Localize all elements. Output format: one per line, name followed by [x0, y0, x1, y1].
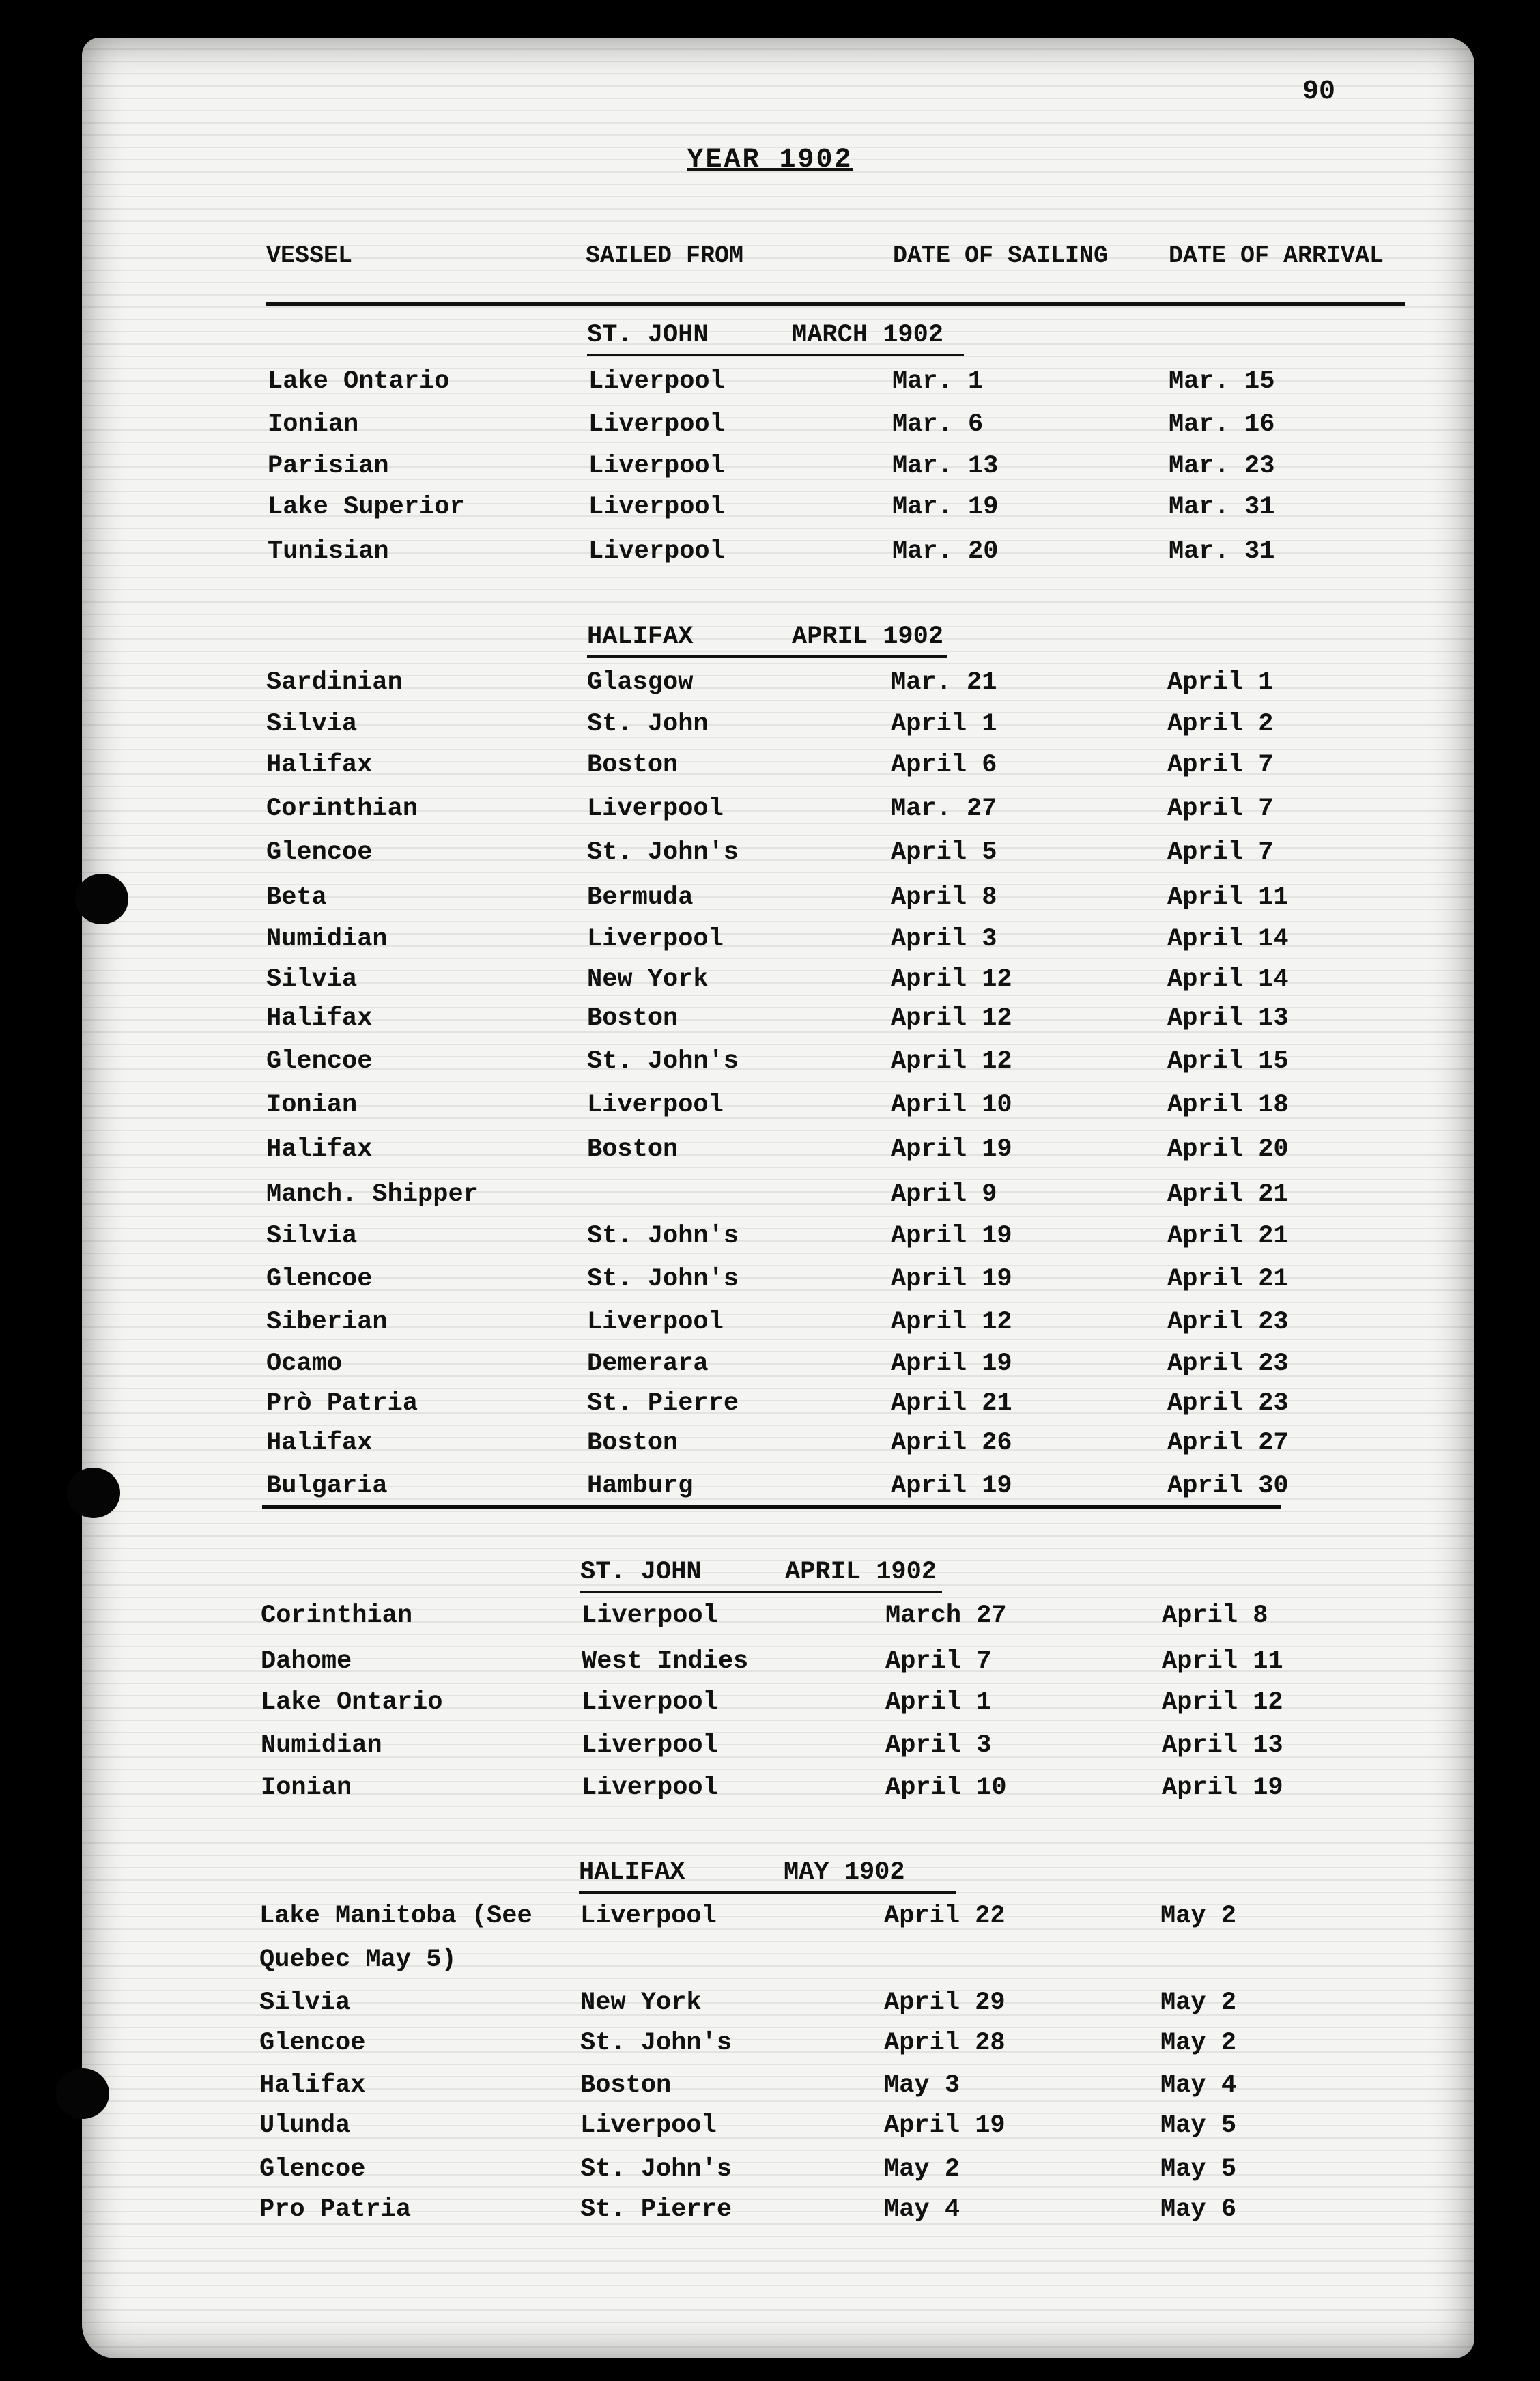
cell-date-of-arrival: April 23: [1167, 1389, 1289, 1418]
cell-vessel: Lake Ontario: [261, 1688, 443, 1717]
cell-sailed-from: Liverpool: [588, 452, 725, 481]
cell-vessel: Beta: [266, 883, 327, 912]
cell-date-of-sailing: April 12: [891, 1047, 1012, 1076]
cell-date-of-sailing: April 19: [891, 1265, 1012, 1294]
cell-date-of-sailing: April 12: [891, 1308, 1012, 1337]
cell-sailed-from: Demerara: [587, 1350, 709, 1378]
cell-date-of-sailing: Mar. 6: [892, 410, 984, 439]
cell-sailed-from: Liverpool: [580, 2111, 717, 2140]
cell-date-of-arrival: April 30: [1167, 1472, 1289, 1500]
cell-vessel: Glencoe: [266, 1047, 373, 1076]
section-month: MAY 1902: [784, 1858, 905, 1887]
cell-date-of-arrival: May 2: [1160, 2029, 1237, 2057]
cell-vessel: Sardinian: [266, 668, 403, 697]
cell-vessel: Halifax: [266, 1135, 373, 1164]
cell-vessel: Tunisian: [268, 537, 389, 566]
cell-sailed-from: Liverpool: [588, 410, 725, 439]
cell-date-of-sailing: May 3: [884, 2071, 960, 2100]
cell-sailed-from: Liverpool: [582, 1773, 718, 1802]
cell-sailed-from: Hamburg: [587, 1472, 694, 1500]
cell-vessel: Manch. Shipper: [266, 1180, 479, 1209]
cell-vessel: Halifax: [266, 1429, 373, 1457]
cell-sailed-from: Liverpool: [582, 1731, 718, 1760]
cell-vessel: Glencoe: [259, 2029, 366, 2057]
cell-vessel: Lake Superior: [268, 493, 465, 522]
section-port: HALIFAX: [587, 623, 694, 651]
cell-date-of-arrival: April 21: [1167, 1265, 1289, 1294]
cell-sailed-from: Liverpool: [580, 1902, 717, 1930]
cell-date-of-sailing: April 12: [891, 1004, 1012, 1033]
cell-vessel: Silvia: [259, 1988, 351, 2017]
cell-date-of-sailing: May 4: [884, 2195, 960, 2224]
section-heading-underline: [587, 655, 947, 658]
cell-vessel: Lake Ontario: [268, 367, 450, 396]
cell-vessel: Parisian: [268, 452, 389, 481]
cell-sailed-from: Boston: [580, 2071, 672, 2100]
cell-date-of-arrival: April 23: [1167, 1350, 1289, 1378]
year-title: [0, 145, 1540, 175]
cell-vessel: Pro Patria: [259, 2195, 412, 2224]
cell-date-of-sailing: Mar. 1: [892, 367, 984, 396]
cell-sailed-from: Liverpool: [587, 1308, 724, 1337]
cell-date-of-arrival: May 2: [1160, 1988, 1237, 2017]
cell-vessel: Ulunda: [259, 2111, 351, 2140]
cell-sailed-from: Boston: [587, 751, 679, 780]
cell-date-of-sailing: April 8: [891, 883, 997, 912]
cell-date-of-arrival: May 4: [1160, 2071, 1237, 2100]
cell-vessel: Ionian: [266, 1091, 358, 1120]
header-rule: [266, 302, 1405, 306]
cell-sailed-from: Liverpool: [588, 367, 725, 396]
cell-date-of-sailing: April 12: [891, 965, 1012, 994]
cell-sailed-from: St. John's: [580, 2029, 732, 2057]
cell-date-of-sailing: April 19: [884, 2111, 1006, 2140]
cell-sailed-from: Liverpool: [587, 1091, 724, 1120]
cell-date-of-sailing: April 6: [891, 751, 997, 780]
cell-date-of-sailing: Mar. 19: [892, 493, 999, 522]
cell-date-of-sailing: April 19: [891, 1222, 1012, 1251]
year-title-text: YEAR 1902: [687, 145, 853, 175]
cell-date-of-arrival: April 8: [1162, 1601, 1268, 1630]
cell-date-of-arrival: April 11: [1162, 1647, 1283, 1676]
cell-date-of-sailing: April 29: [884, 1988, 1006, 2017]
cell-date-of-arrival: April 7: [1167, 795, 1274, 823]
cell-date-of-arrival: April 7: [1167, 751, 1274, 780]
column-header-date-of-arrival: DATE OF ARRIVAL: [1169, 242, 1384, 270]
section-month: MARCH 1902: [792, 321, 944, 350]
cell-vessel: Numidian: [261, 1731, 382, 1760]
cell-vessel: Corinthian: [261, 1601, 413, 1630]
cell-date-of-sailing: April 19: [891, 1472, 1012, 1500]
cell-date-of-sailing: April 28: [884, 2029, 1006, 2057]
cell-sailed-from: New York: [580, 1988, 702, 2017]
cell-sailed-from: Liverpool: [587, 925, 724, 954]
section-heading-underline: [587, 354, 964, 356]
column-header-vessel: VESSEL: [266, 242, 353, 270]
cell-date-of-arrival: Mar. 15: [1169, 367, 1275, 396]
cell-date-of-sailing: April 5: [891, 838, 997, 867]
cell-date-of-arrival: April 12: [1162, 1688, 1283, 1717]
cell-date-of-sailing: April 10: [891, 1091, 1012, 1120]
section-port: ST. JOHN: [580, 1558, 702, 1586]
cell-date-of-arrival: April 20: [1167, 1135, 1289, 1164]
cell-vessel: Ocamo: [266, 1350, 343, 1378]
cell-date-of-arrival: April 7: [1167, 838, 1274, 867]
cell-date-of-sailing: April 3: [885, 1731, 992, 1760]
cell-date-of-arrival: May 2: [1160, 1902, 1237, 1930]
cell-sailed-from: New York: [587, 965, 709, 994]
cell-vessel: Halifax: [266, 1004, 373, 1033]
cell-vessel: Halifax: [266, 751, 373, 780]
cell-date-of-sailing: April 26: [891, 1429, 1012, 1457]
cell-date-of-sailing: Mar. 20: [892, 537, 999, 566]
section-heading-underline: [579, 1891, 956, 1894]
cell-sailed-from: Boston: [587, 1429, 679, 1457]
cell-sailed-from: Boston: [587, 1004, 679, 1033]
page-number: 90: [1302, 76, 1336, 107]
cell-date-of-sailing: April 9: [891, 1180, 997, 1209]
cell-date-of-sailing: April 1: [885, 1688, 992, 1717]
cell-sailed-from: St. Pierre: [580, 2195, 732, 2224]
cell-vessel: Silvia: [266, 965, 358, 994]
cell-date-of-arrival: April 13: [1162, 1731, 1283, 1760]
cell-sailed-from: Liverpool: [587, 795, 724, 823]
cell-sailed-from: St. John's: [587, 1265, 739, 1294]
cell-date-of-arrival: April 18: [1167, 1091, 1289, 1120]
cell-vessel: Quebec May 5): [259, 1945, 457, 1974]
cell-date-of-sailing: Mar. 21: [891, 668, 997, 697]
cell-date-of-arrival: May 6: [1160, 2195, 1237, 2224]
cell-date-of-arrival: Mar. 23: [1169, 452, 1275, 481]
cell-date-of-arrival: April 23: [1167, 1308, 1289, 1337]
cell-date-of-arrival: April 14: [1167, 965, 1289, 994]
cell-sailed-from: Bermuda: [587, 883, 694, 912]
cell-date-of-sailing: April 7: [885, 1647, 992, 1676]
cell-date-of-sailing: April 19: [891, 1350, 1012, 1378]
cell-sailed-from: St. John's: [587, 1047, 739, 1076]
cell-sailed-from: St. John's: [580, 2155, 732, 2184]
cell-vessel: Numidian: [266, 925, 388, 954]
cell-vessel: Dahome: [261, 1647, 352, 1676]
cell-vessel: Ionian: [268, 410, 359, 439]
cell-date-of-arrival: April 13: [1167, 1004, 1289, 1033]
cell-date-of-arrival: April 11: [1167, 883, 1289, 912]
section-month: APRIL 1902: [785, 1558, 937, 1586]
cell-date-of-arrival: April 15: [1167, 1047, 1289, 1076]
cell-vessel: Corinthian: [266, 795, 418, 823]
cell-vessel: Halifax: [259, 2071, 366, 2100]
cell-vessel: Silvia: [266, 710, 358, 739]
cell-date-of-sailing: April 22: [884, 1902, 1006, 1930]
cell-date-of-sailing: April 3: [891, 925, 997, 954]
cell-date-of-sailing: April 19: [891, 1135, 1012, 1164]
column-header-date-of-sailing: DATE OF SAILING: [893, 242, 1109, 270]
cell-vessel: Ionian: [261, 1773, 352, 1802]
cell-date-of-arrival: April 2: [1167, 710, 1274, 739]
section-rule: [262, 1505, 1281, 1509]
cell-vessel: Glencoe: [259, 2155, 366, 2184]
cell-sailed-from: St. Pierre: [587, 1389, 739, 1418]
cell-sailed-from: Glasgow: [587, 668, 694, 697]
section-heading-underline: [580, 1591, 942, 1593]
cell-date-of-arrival: April 21: [1167, 1222, 1289, 1251]
cell-sailed-from: Liverpool: [588, 493, 725, 522]
punch-hole: [56, 2068, 109, 2119]
cell-sailed-from: Boston: [587, 1135, 679, 1164]
cell-date-of-arrival: April 21: [1167, 1180, 1289, 1209]
cell-date-of-sailing: April 21: [891, 1389, 1012, 1418]
cell-vessel: Prò Patria: [266, 1389, 418, 1418]
cell-sailed-from: Liverpool: [588, 537, 725, 566]
cell-date-of-arrival: April 27: [1167, 1429, 1289, 1457]
column-header-sailed-from: SAILED FROM: [586, 242, 744, 270]
punch-hole: [67, 1468, 120, 1518]
cell-vessel: Silvia: [266, 1222, 358, 1251]
cell-vessel: Lake Manitoba (See: [259, 1902, 532, 1930]
cell-sailed-from: St. John: [587, 710, 709, 739]
cell-vessel: Siberian: [266, 1308, 388, 1337]
cell-date-of-arrival: April 14: [1167, 925, 1289, 954]
cell-vessel: Glencoe: [266, 838, 373, 867]
cell-sailed-from: St. John's: [587, 838, 739, 867]
cell-date-of-arrival: Mar. 16: [1169, 410, 1275, 439]
cell-vessel: Bulgaria: [266, 1472, 388, 1500]
cell-date-of-arrival: April 1: [1167, 668, 1274, 697]
cell-sailed-from: Liverpool: [582, 1688, 718, 1717]
cell-vessel: Glencoe: [266, 1265, 373, 1294]
cell-date-of-sailing: April 1: [891, 710, 997, 739]
cell-sailed-from: St. John's: [587, 1222, 739, 1251]
cell-date-of-arrival: April 19: [1162, 1773, 1283, 1802]
cell-date-of-sailing: March 27: [885, 1601, 1007, 1630]
section-month: APRIL 1902: [792, 623, 944, 651]
section-port: ST. JOHN: [587, 321, 709, 350]
punch-hole: [75, 874, 128, 924]
cell-date-of-sailing: May 2: [884, 2155, 960, 2184]
cell-date-of-arrival: Mar. 31: [1169, 537, 1275, 566]
cell-date-of-arrival: May 5: [1160, 2111, 1237, 2140]
cell-date-of-sailing: Mar. 27: [891, 795, 997, 823]
cell-date-of-arrival: Mar. 31: [1169, 493, 1275, 522]
cell-date-of-sailing: Mar. 13: [892, 452, 999, 481]
section-port: HALIFAX: [579, 1858, 685, 1887]
cell-sailed-from: West Indies: [582, 1647, 749, 1676]
cell-sailed-from: Liverpool: [582, 1601, 718, 1630]
cell-date-of-arrival: May 5: [1160, 2155, 1237, 2184]
cell-date-of-sailing: April 10: [885, 1773, 1007, 1802]
